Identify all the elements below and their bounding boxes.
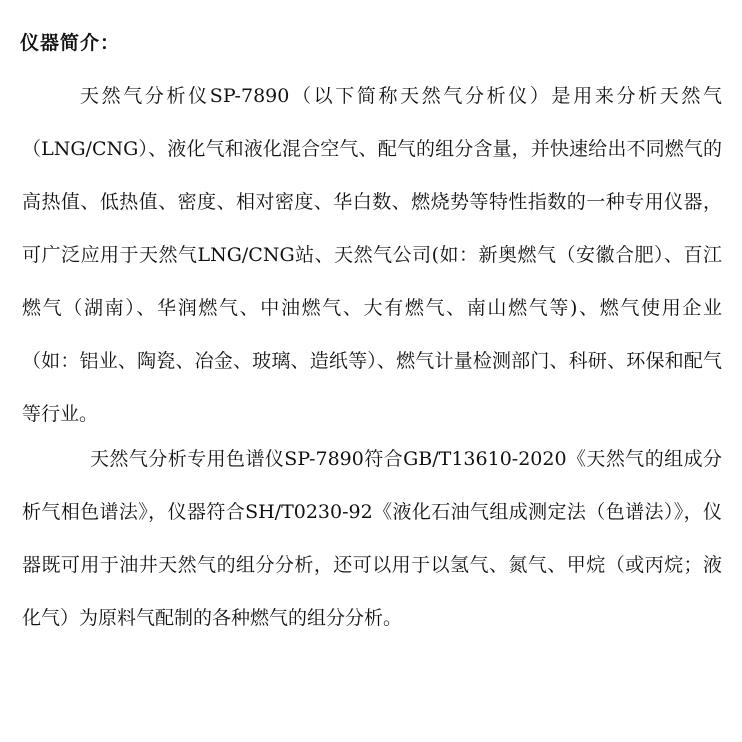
intro-paragraph: 天然气分析仪SP-7890（以下简称天然气分析仪）是用来分析天然气（LNG/CNG）、液化气和液化混合空气、配气的组分含量，并快速给出不同燃气的高热值、低热值、密度、相对密度、华白数、燃烧势等特性指数的一种专用仪器，可广泛应用于天然气LNG/CNG站、天然气公司(如：新奥燃气（安徽合肥）、百江燃气（湖南）、华润燃气、中油燃气、大有燃气、南山燃气等)、燃气使用企业（如：铝业、陶瓷、冶金、玻璃、造纸等）、燃气计量检测部门、科研、环保和配气等行业。 [22,85,722,425]
section-heading: 仪器简介： [20,32,121,54]
standards-paragraph: 天然气分析专用色谱仪SP-7890符合GB/T13610-2020《天然气的组成分析气相色谱法》，仪器符合SH/T0230-92《液化石油气组成测定法（色谱法）》，仪器既可用于油井天然气的组分分析，还可以用于以氢气、氮气、甲烷（或丙烷；液化气）为原料气配制的各种燃气的组分分析。 [22,448,722,629]
